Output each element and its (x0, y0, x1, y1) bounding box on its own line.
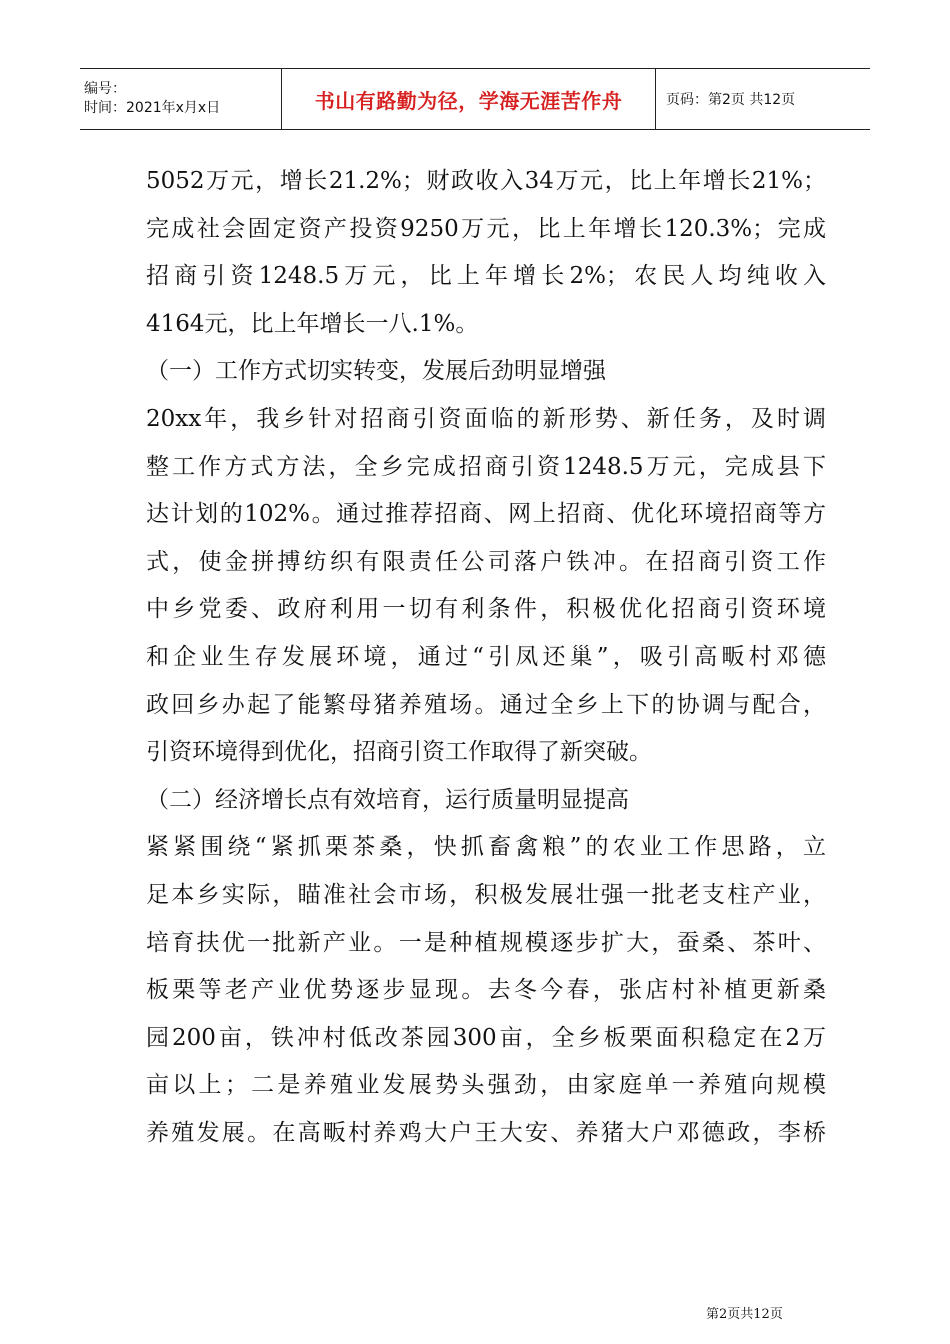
body-line: 完成社会固定资产投资9250万元，比上年增长120.3%；完成 (146, 215, 826, 242)
body-line: 招商引资1248.5万元，比上年增长2%；农民人均纯收入 (146, 263, 826, 290)
body-line: 紧紧围绕“紧抓栗茶桑，快抓畜禽粮”的农业工作思路，立 (146, 834, 826, 861)
body-line: 亩以上；二是养殖业发展势头强劲，由家庭单一养殖向规模 (146, 1072, 826, 1099)
body-line: 和企业生存发展环境，通过“引凤还巢”，吸引高畈村邓德 (146, 643, 826, 670)
body-line: 政回乡办起了能繁母猪养殖场。通过全乡上下的协调与配合， (146, 691, 826, 718)
document-body (146, 158, 826, 1157)
page-header (80, 68, 870, 130)
document-number-label: 编号： (84, 81, 126, 97)
body-line: 5052万元，增长21.2%；财政收入34万元，比上年增长21%； (146, 168, 826, 194)
section-heading-1: （一）工作方式切实转变，发展后劲明显增强 (146, 358, 606, 385)
document-time-label: 时间：2021年x月x日 (84, 100, 221, 116)
header-page-label: 页码：第2页 共12页 (666, 92, 796, 108)
page-footer: 第2页共12页 (706, 1307, 783, 1322)
header-meta (80, 69, 282, 129)
header-motto: 书山有路勤为径，学海无涯苦作舟 (314, 88, 623, 113)
section-heading-2: （二）经济增长点有效培育，运行质量明显提高 (146, 786, 629, 813)
body-line: 园200亩，铁冲村低改茶园300亩，全乡板栗面积稳定在2万 (146, 1024, 826, 1051)
body-line: 引资环境得到优化，招商引资工作取得了新突破。 (146, 739, 652, 766)
body-line: 中乡党委、政府利用一切有利条件，积极优化招商引资环境 (146, 596, 826, 623)
body-line: 培育扶优一批新产业。一是种植规模逐步扩大，蚕桑、茶叶、 (146, 929, 826, 956)
body-line: 20xx年，我乡针对招商引资面临的新形势、新任务，及时调 (146, 405, 826, 432)
header-page-cell (656, 69, 870, 129)
body-line: 达计划的102%。通过推荐招商、网上招商、优化环境招商等方 (146, 501, 826, 528)
body-line: 足本乡实际，瞄准社会市场，积极发展壮强一批老支柱产业， (146, 881, 826, 908)
body-line: 整工作方式方法，全乡完成招商引资1248.5万元，完成县下 (146, 453, 826, 480)
header-motto-cell (282, 69, 656, 129)
body-line: 式，使金拼搏纺织有限责任公司落户铁冲。在招商引资工作 (146, 548, 826, 575)
body-line: 板栗等老产业优势逐步显现。去冬今春，张店村补植更新桑 (146, 977, 826, 1004)
body-line: 养殖发展。在高畈村养鸡大户王大安、养猪大户邓德政，李桥 (146, 1119, 826, 1146)
body-line: 4164元，比上年增长一八.1%。 (146, 310, 479, 337)
